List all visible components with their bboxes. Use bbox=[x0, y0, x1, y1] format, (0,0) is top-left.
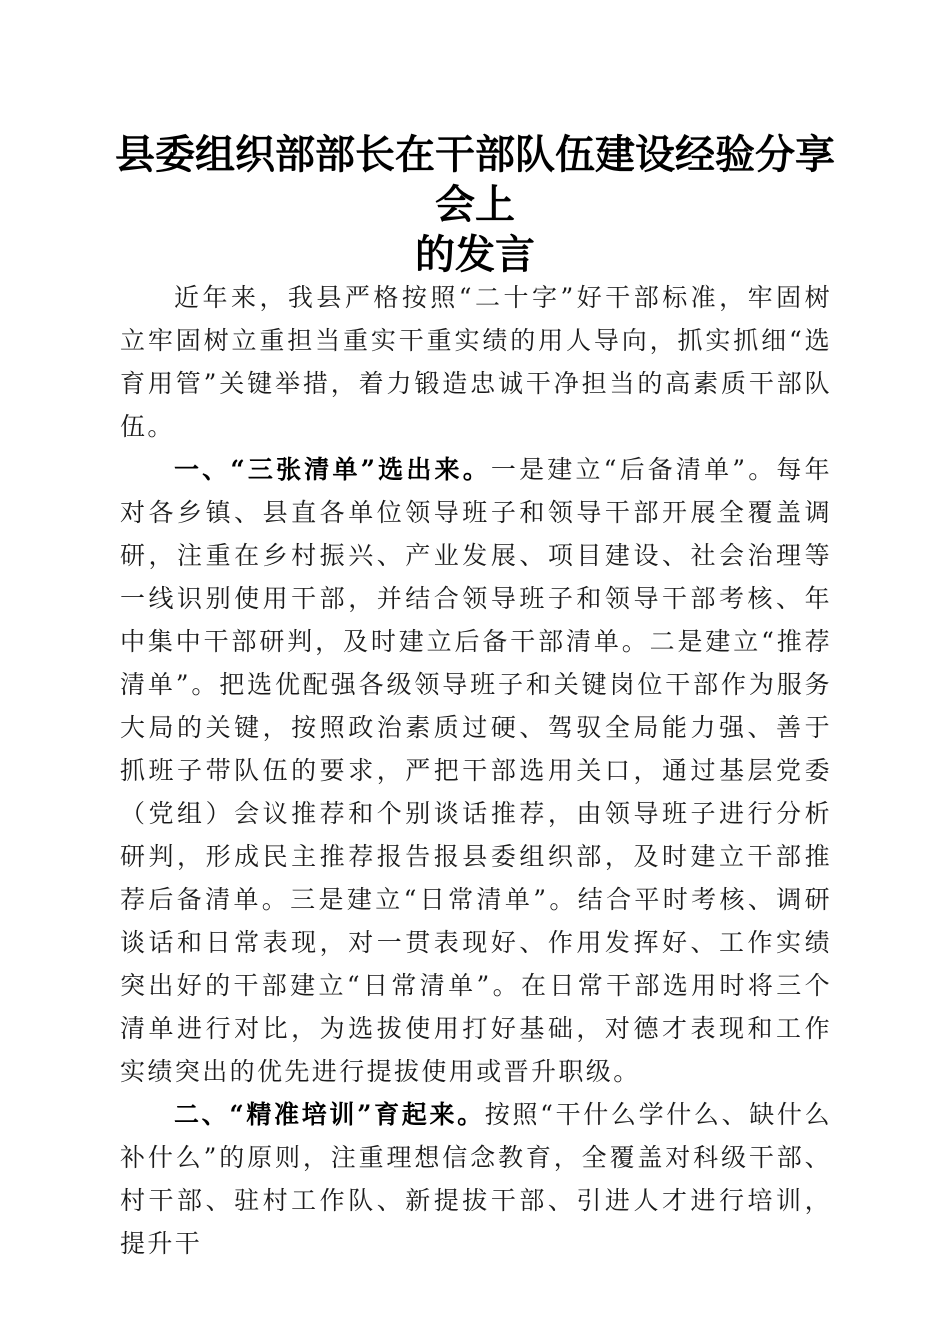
document-title bbox=[100, 130, 850, 280]
paragraph-text: 近年来，我县严格按照“二十字”好干部标准，牢固树立牢固树立重担当重实干重实绩的用人导向，抓实抓细“选育用管”关键举措，着力锻造忠诚干净担当的高素质干部队伍。 bbox=[120, 283, 832, 441]
document-body bbox=[120, 276, 832, 1265]
paragraph-text: 按照“干什么学什么、缺什么补什么”的原则，注重理想信念教育，全覆盖对科级干部、村干部、驻村工作队、新提拔干部、引进人才进行培训，提升干 bbox=[120, 1100, 833, 1258]
paragraph-section-1 bbox=[120, 448, 832, 1093]
paragraph-section-2 bbox=[120, 1093, 832, 1265]
section-heading: 一、“三张清单”选出来。 bbox=[174, 455, 491, 484]
paragraph-intro bbox=[120, 276, 832, 448]
title-line-2: 的发言 bbox=[415, 231, 535, 278]
paragraph-text: 一是建立“后备清单”。每年对各乡镇、县直各单位领导班子和领导干部开展全覆盖调研，注重在乡村振兴、产业发展、项目建设、社会治理等一线识别使用干部，并结合领导班子和领导干部考核、年中集中干部研判，及时建立后备干部清单。二是建立“推荐清单”。把选优配强各级领导班子和关键岗位干部作为服务大局的关键，按照政治素质过硬、驾驭全局能力强、善于抓班子带队伍的要求，严把干部选用关口，通过基层党委（党组）会议推荐和个别谈话推荐，由领导班子进行分析研判，形成民主推荐报告报县委组织部，及时建立干部推荐后备清单。三是建立“日常清单”。结合平时考核、调研谈话和日常表现，对一贯表现好、作用发挥好、工作实绩突出好的干部建立“日常清单”。在日常干部选用时将三个清单进行对比，为选拔使用打好基础，对德才表现和工作实绩突出的优先进行提拔使用或晋升职级。 bbox=[120, 455, 833, 1086]
section-heading: 二、“精准培训”育起来。 bbox=[174, 1100, 485, 1129]
title-line-1: 县委组织部部长在干部队伍建设经验分享会上 bbox=[115, 131, 835, 228]
